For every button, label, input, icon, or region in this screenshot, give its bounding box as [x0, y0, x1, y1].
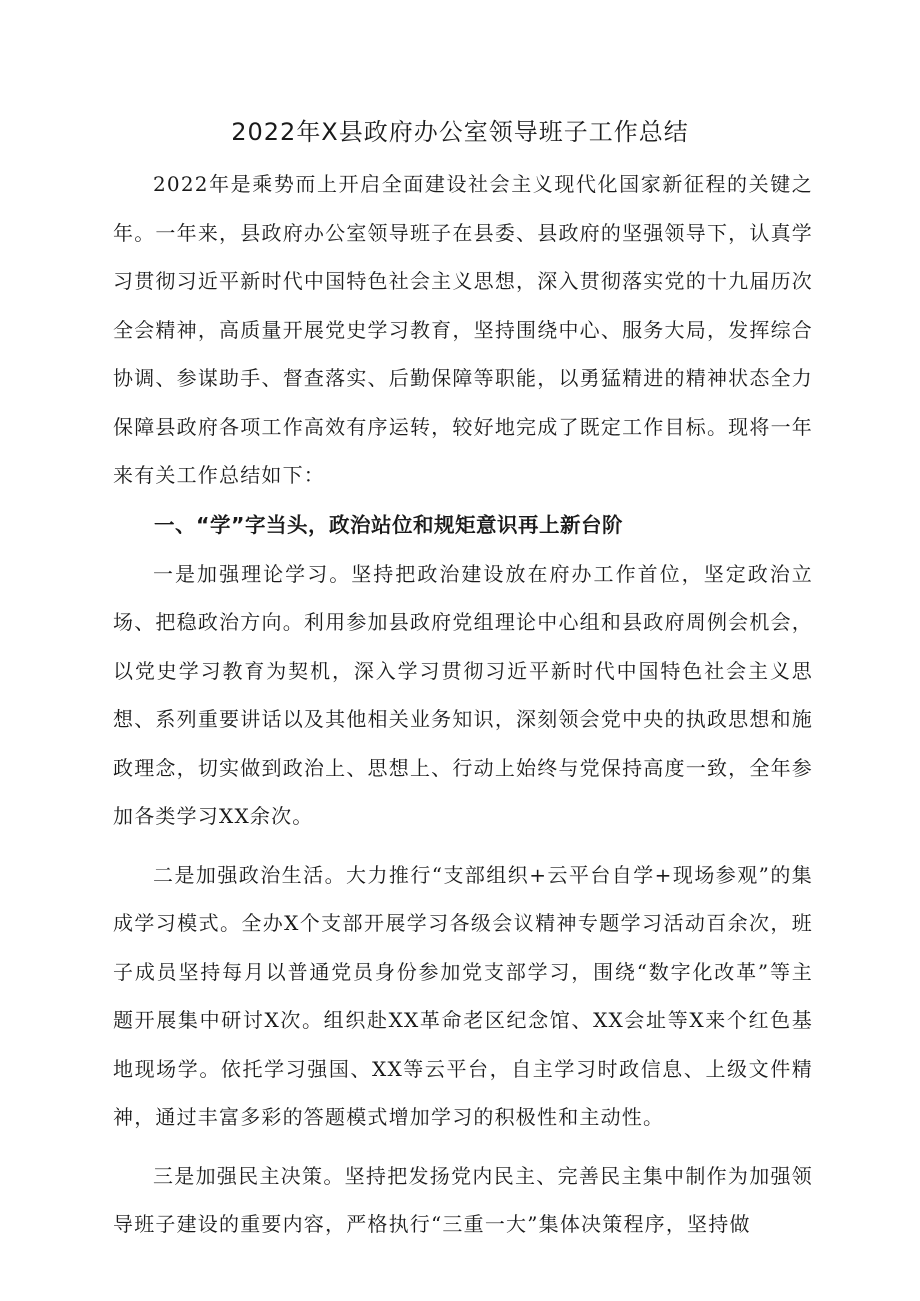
section-heading: 一、“学”字当头，政治站位和规矩意识再上新台阶 — [154, 512, 623, 537]
document-title: 2022年X县政府办公室领导班子工作总结 — [231, 118, 689, 146]
paragraph-theory-study: 一是加强理论学习。坚持把政治建设放在府办工作首位，坚定政治立场、把稳政治方向。利用参加县政府党组理论中心组和县政府周例会机会，以党史学习教育为契机，深入学习贯彻习近平新时代中国特色社会主义思想、系列重要讲话以及其他相关业务知识，深刻领会党中央的执政思想和施政理念，切实做到政治上、思想上、行动上始终与党保持高度一致，全年参加各类学习XX余次。 — [113, 561, 813, 828]
paragraph-democratic-decision: 三是加强民主决策。坚持把发扬党内民主、完善民主集中制作为加强领导班子建设的重要内容，严格执行“三重一大”集体决策程序，坚持做 — [113, 1163, 813, 1236]
document-body — [113, 160, 813, 1249]
intro-paragraph: 2022年是乘势而上开启全面建设社会主义现代化国家新征程的关键之年。一年来，县政府办公室领导班子在县委、县政府的坚强领导下，认真学习贯彻习近平新时代中国特色社会主义思想，深入贯彻落实党的十九届历次全会精神，高质量开展党史学习教育，坚持围绕中心、服务大局，发挥综合协调、参谋助手、督查落实、后勤保障等职能，以勇猛精进的精神状态全力保障县政府各项工作高效有序运转，较好地完成了既定工作目标。现将一年来有关工作总结如下： — [113, 172, 813, 487]
paragraph-political-life: 二是加强政治生活。大力推行“支部组织+云平台自学+现场参观”的集成学习模式。全办X个支部开展学习各级会议精神专题学习活动百余次，班子成员坚持每月以普通党员身份参加党支部学习，围绕“数字化改革”等主题开展集中研讨X次。组织赴XX革命老区纪念馆、XX会址等X来个红色基地现场学。依托学习强国、XX等云平台，自主学习时政信息、上级文件精神，通过丰富多彩的答题模式增加学习的积极性和主动性。 — [113, 862, 813, 1129]
